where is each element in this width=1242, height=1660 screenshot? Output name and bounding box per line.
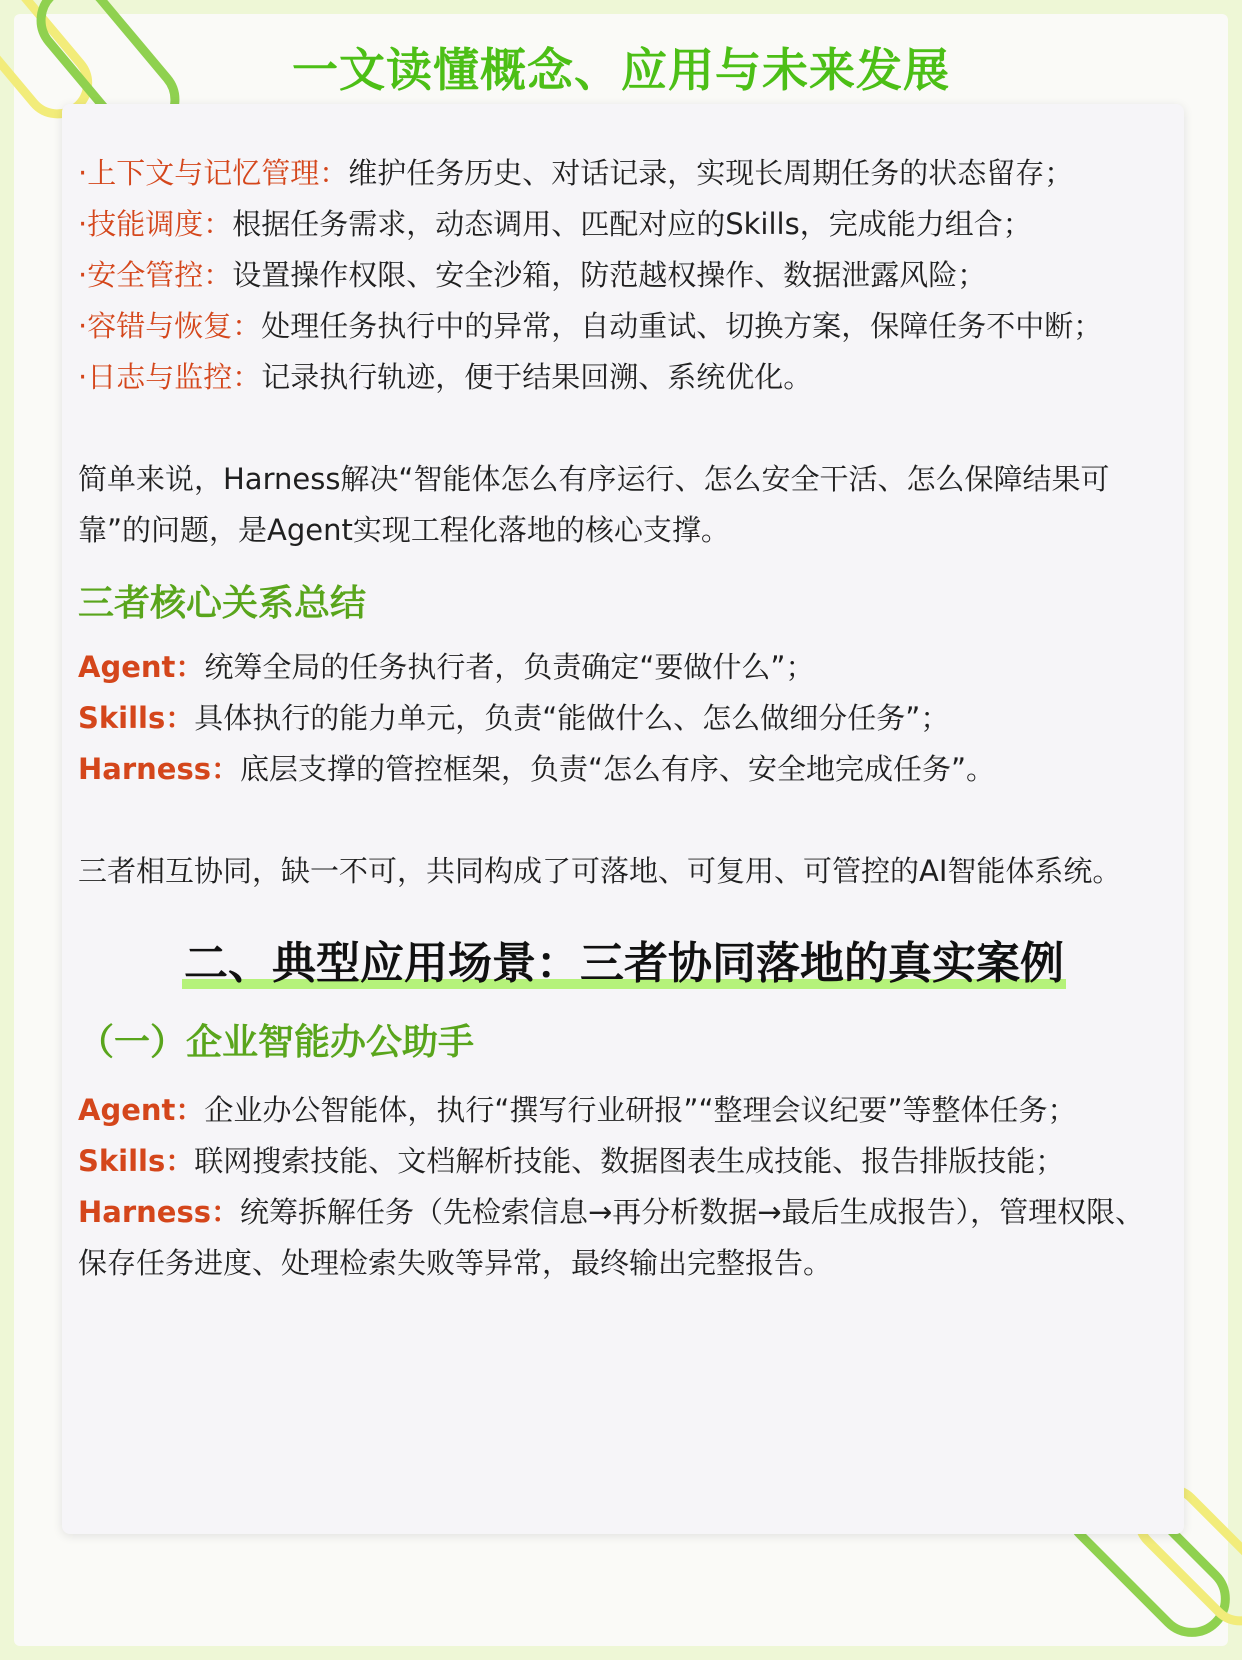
- list-item: [78, 1187, 1170, 1289]
- section-title: [78, 929, 1170, 999]
- item-text: 联网搜索技能、文档解析技能、数据图表生成技能、报告排版技能；: [194, 1144, 1065, 1178]
- item-text: 根据任务需求，动态调用、匹配对应的Skills，完成能力组合；: [232, 207, 1032, 241]
- item-label: Skills：: [78, 1144, 195, 1178]
- list-item: [78, 250, 1170, 301]
- list-item: [78, 693, 1170, 744]
- item-text: 企业办公智能体，执行“撰写行业研报”“整理会议纪要”等整体任务；: [204, 1093, 1077, 1127]
- item-text: 记录执行轨迹，便于结果回溯、系统优化。: [261, 360, 813, 394]
- item-text: 具体执行的能力单元，负责“能做什么、怎么做细分任务”；: [194, 701, 950, 735]
- spacer: [78, 403, 1170, 454]
- item-label: ·安全管控：: [78, 258, 233, 292]
- summary-paragraph: 简单来说，Harness解决“智能体怎么有序运行、怎么安全干活、怎么保障结果可靠”的问题，是Agent实现工程化落地的核心支撑。: [78, 462, 1110, 547]
- list-item: [78, 148, 1170, 199]
- relation-heading: 三者核心关系总结: [78, 583, 367, 624]
- item-label: ·容错与恢复：: [78, 309, 262, 343]
- section-title-text: 二、典型应用场景：三者协同落地的真实案例: [184, 938, 1064, 989]
- item-label: ·上下文与记忆管理：: [78, 156, 349, 190]
- article-content: [78, 148, 1170, 1289]
- item-text: 维护任务历史、对话记录，实现长周期任务的状态留存；: [348, 156, 1074, 190]
- item-text: 统筹全局的任务执行者，负责确定“要做什么”；: [204, 650, 815, 684]
- item-text: 底层支撑的管控框架，负责“怎么有序、安全地完成任务”。: [239, 752, 996, 786]
- relation-list: [78, 642, 1170, 795]
- item-text: 统筹拆解任务（先检索信息→再分析数据→最后生成报告），管理权限、保存任务进度、处理检索失败等异常，最终输出完整报告。: [78, 1195, 1145, 1280]
- spacer: [78, 795, 1170, 846]
- item-text: 设置操作权限、安全沙箱，防范越权操作、数据泄露风险；: [232, 258, 987, 292]
- list-item: [78, 744, 1170, 795]
- list-item: [78, 352, 1170, 403]
- item-text: 处理任务执行中的异常，自动重试、切换方案，保障任务不中断；: [261, 309, 1103, 343]
- item-label: Agent：: [78, 650, 205, 684]
- item-label: ·日志与监控：: [78, 360, 262, 394]
- case-heading: （一）企业智能办公助手: [78, 1022, 475, 1063]
- list-item: [78, 199, 1170, 250]
- item-label: Harness：: [78, 752, 240, 786]
- item-label: Skills：: [78, 701, 195, 735]
- item-label: Agent：: [78, 1093, 205, 1127]
- list-item: [78, 1136, 1170, 1187]
- list-item: [78, 642, 1170, 693]
- list-item: [78, 301, 1170, 352]
- page-title: 一文读懂概念、应用与未来发展: [292, 43, 950, 97]
- case-list: [78, 1085, 1170, 1289]
- conclusion-paragraph: 三者相互协同，缺一不可，共同构成了可落地、可复用、可管控的AI智能体系统。: [78, 854, 1122, 888]
- item-label: ·技能调度：: [78, 207, 233, 241]
- list-item: [78, 1085, 1170, 1136]
- item-label: Harness：: [78, 1195, 240, 1229]
- harness-feature-list: [78, 148, 1170, 403]
